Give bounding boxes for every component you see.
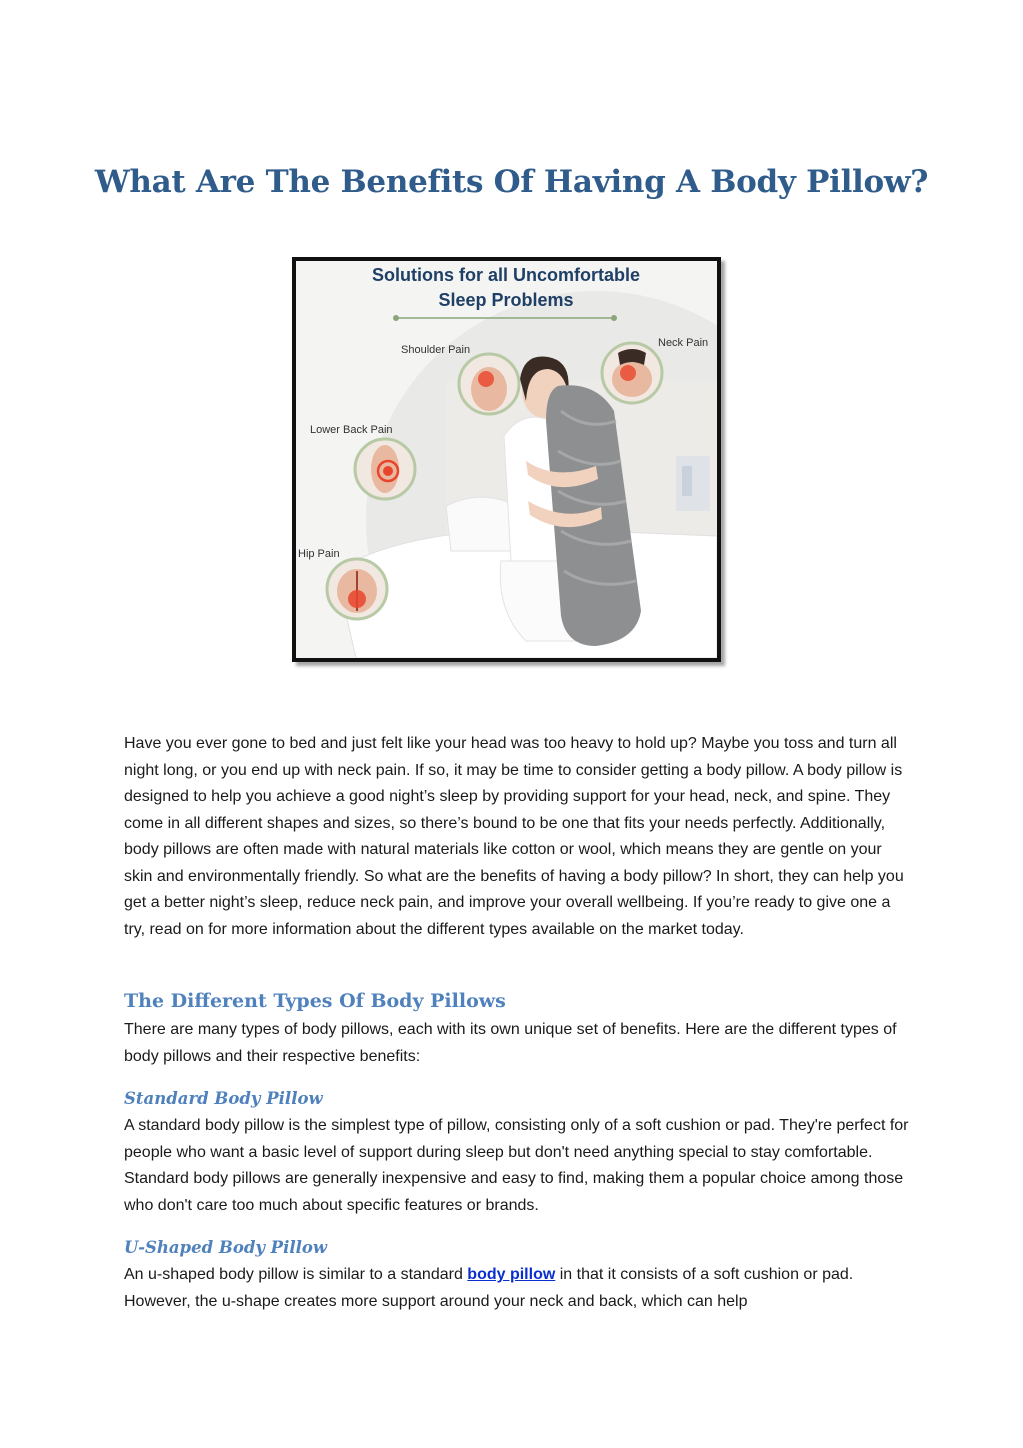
- section-paragraph-types: There are many types of body pillows, each with its own unique set of benefits. Here are the different types of body pillows and their respective benefits:: [124, 1021, 897, 1065]
- neck-pain-circle: [602, 343, 662, 403]
- section-heading-types: The Different Types Of Body Pillows: [124, 990, 506, 1012]
- paragraph-standard-body-pillow: A standard body pillow is the simplest type of pillow, consisting only of a soft cushion or pad. They're perfect for people who want a basic level of support during sleep but don't need anything special to stay comfortable. Standard body pillows are generally inexpensive and easy to find, making them a popular choice among those who don't care too much about specific features or brands.: [124, 1117, 909, 1214]
- subheading-standard-body-pillow: Standard Body Pillow: [124, 1089, 323, 1108]
- intro-paragraph: Have you ever gone to bed and just felt like your head was too heavy to hold up? Maybe you toss and turn all night long, or you end up with neck pain. If so, it may be time to consider getting a body pillow. A body pillow is designed to help you achieve a good night’s sleep by providing support for your head, neck, and spine. They come in all different shapes and sizes, so there’s bound to be one that fits your needs perfectly. Additionally, body pillows are often made with natural materials like cotton or wool, which means they are gentle on your skin and environmentally friendly. So what are the benefits of having a body pillow? In short, they can help you get a better night’s sleep, reduce neck pain, and improve your overall wellbeing. If you’re ready to give one a try, read on for more information about the different types available on the market today.: [124, 735, 904, 938]
- label-hip-pain: Hip Pain: [298, 548, 340, 560]
- lower-back-pain-circle: [355, 439, 415, 499]
- subheading-u-shaped-body-pillow: U-Shaped Body Pillow: [124, 1238, 328, 1257]
- u-shaped-text-before: An u-shaped body pillow is similar to a standard: [124, 1266, 468, 1283]
- label-shoulder-pain: Shoulder Pain: [401, 344, 471, 356]
- shoulder-pain-circle: [459, 354, 519, 414]
- label-lower-back-pain: Lower Back Pain: [310, 424, 393, 436]
- infographic-heading-line2: Sleep Problems: [438, 290, 574, 310]
- label-neck-pain: Neck Pain: [658, 337, 709, 349]
- page-title: What Are The Benefits Of Having A Body Pillow?: [94, 164, 929, 200]
- hip-pain-circle: [327, 559, 387, 619]
- u-shaped-text-after: in that it consists of a soft cushion or pad. However, the u-shape creates more support around your neck and back, which can help: [124, 1266, 854, 1310]
- body-pillow-link[interactable]: body pillow: [467, 1266, 556, 1283]
- infographic-heading-line1: Solutions for all Uncomfortable: [371, 265, 641, 285]
- paragraph-u-shaped-body-pillow: [124, 1262, 914, 1315]
- sleep-problems-infographic: [292, 257, 721, 662]
- infographic-illustration: [296, 261, 717, 658]
